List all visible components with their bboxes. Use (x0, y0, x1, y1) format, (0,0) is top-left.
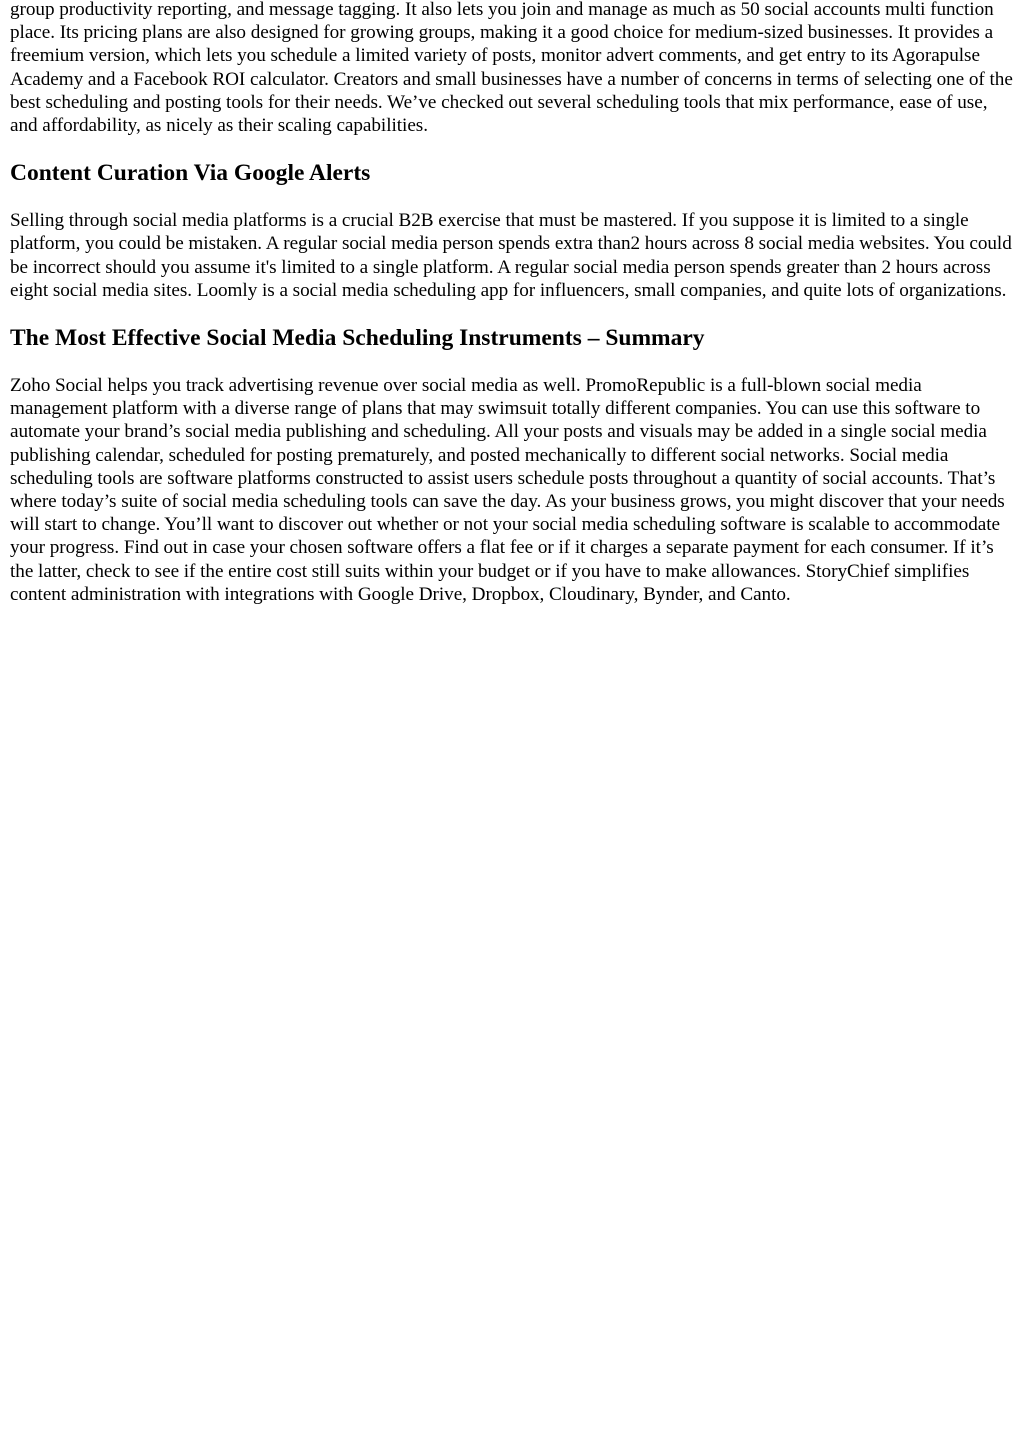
article-body (10, 0, 1014, 606)
article-paragraph: group productivity reporting, and message tagging. It also lets you join and manage as much as 50 social accounts multi function place. Its pricing plans are also designed for growing groups, making it a good choice for medium-sized businesses. It provides a freemium version, which lets you schedule a limited variety of posts, monitor advert comments, and get entry to its Agorapulse Academy and a Facebook ROI calculator. Creators and small businesses have a number of concerns in terms of selecting one of the best scheduling and posting tools for their needs. We’ve checked out several scheduling tools that mix performance, ease of use, and affordability, as nicely as their scaling capabilities. (10, 0, 1013, 137)
section-heading: Content Curation Via Google Alerts (10, 160, 371, 187)
article-paragraph: Zoho Social helps you track advertising revenue over social media as well. PromoRepublic is a full-blown social media management platform with a diverse range of plans that may swimsuit totally different companies. You can use this software to automate your brand’s social media publishing and scheduling. All your posts and visuals may be added in a single social media publishing calendar, scheduled for posting prematurely, and posted mechanically to different social networks. Social media scheduling tools are software platforms constructed to assist users schedule posts throughout a quantity of social accounts. That’s where today’s suite of social media scheduling tools can save the day. As your business grows, you might discover that your needs will start to change. You’ll want to discover out whether or not your social media scheduling software is scalable to accommodate your progress. Find out in case your chosen software offers a flat fee or if it charges a separate payment for each consumer. If it’s the latter, check to see if the entire cost still suits within your budget or if you have to make allowances. StoryChief simplifies content administration with integrations with Google Drive, Dropbox, Cloudinary, Bynder, and Canto. (10, 375, 1005, 605)
section-heading: The Most Effective Social Media Scheduling Instruments – Summary (10, 325, 705, 352)
article-paragraph: Selling through social media platforms is a crucial B2B exercise that must be mastered. If you suppose it is limited to a single platform, you could be mistaken. A regular social media person spends extra than2 hours across 8 social media websites. You could be incorrect should you assume it's limited to a single platform. A regular social media person spends greater than 2 hours across eight social media sites. Loomly is a social media scheduling app for influencers, small companies, and quite lots of organizations. (10, 210, 1012, 301)
